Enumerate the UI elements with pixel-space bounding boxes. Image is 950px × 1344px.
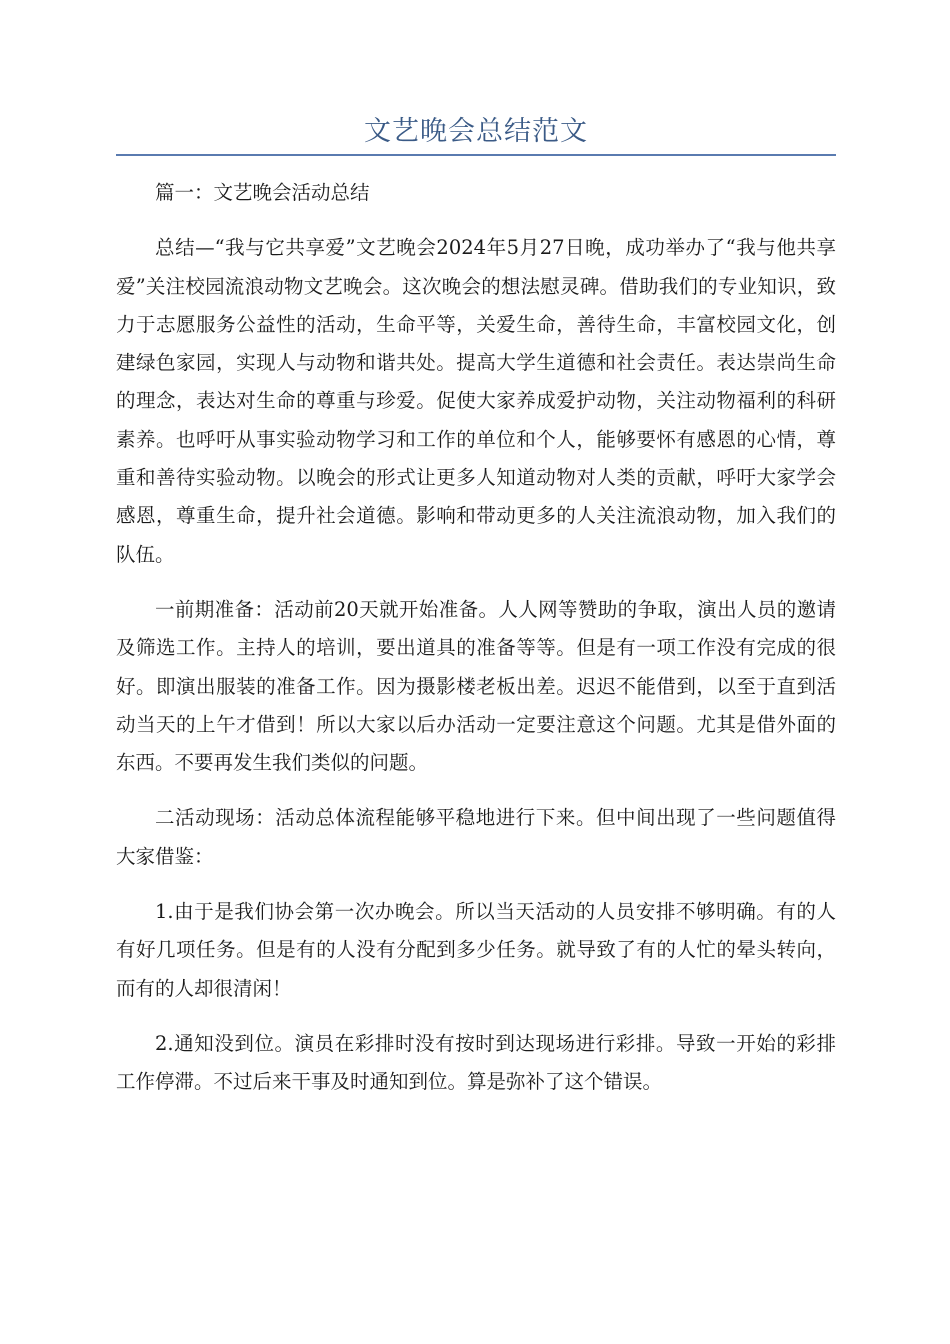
title-underline [116, 154, 836, 156]
paragraph-on-site: 二活动现场：活动总体流程能够平稳地进行下来。但中间出现了一些问题值得大家借鉴： [116, 806, 836, 868]
section-heading: 篇一：文艺晚会活动总结 [155, 181, 370, 204]
paragraph-summary: 总结—“我与它共享爱”文艺晚会2024年5月27日晚，成功举办了“我与他共享爱”关注校园流浪动物文艺晚会。这次晚会的想法慰灵碑。借助我们的专业知识，致力于志愿服务公益性的活动，生命平等，关爱生命，善待生命，丰富校园文化，创建绿色家园，实现人与动物和谐共处。提高大学生道德和社会责任。表达崇尚生命的理念，表达对生命的尊重与珍爱。促使大家养成爱护动物，关注动物福利的科研素养。也呼吁从事实验动物学习和工作的单位和个人，能够要怀有感恩的心情，尊重和善待实验动物。以晚会的形式让更多人知道动物对人类的贡献，呼吁大家学会感恩，尊重生命，提升社会道德。影响和带动更多的人关注流浪动物，加入我们的队伍。 [116, 236, 836, 566]
paragraph-issue-1: 1.由于是我们协会第一次办晚会。所以当天活动的人员安排不够明确。有的人有好几项任务。但是有的人没有分配到多少任务。就导致了有的人忙的晕头转向，而有的人却很清闲！ [116, 900, 836, 1000]
document-header [116, 112, 836, 152]
paragraph-preparation: 一前期准备：活动前20天就开始准备。人人网等赞助的争取，演出人员的邀请及筛选工作。主持人的培训，要出道具的准备等等。但是有一项工作没有完成的很好。即演出服装的准备工作。因为摄影楼老板出差。迟迟不能借到，以至于直到活动当天的上午才借到！所以大家以后办活动一定要注意这个问题。尤其是借外面的东西。不要再发生我们类似的问题。 [116, 597, 836, 775]
document-body [116, 174, 836, 1119]
document-title: 文艺晚会总结范文 [364, 116, 588, 147]
paragraph-issue-2: 2.通知没到位。演员在彩排时没有按时到达现场进行彩排。导致一开始的彩排工作停滞。不过后来干事及时通知到位。算是弥补了这个错误。 [116, 1031, 836, 1094]
